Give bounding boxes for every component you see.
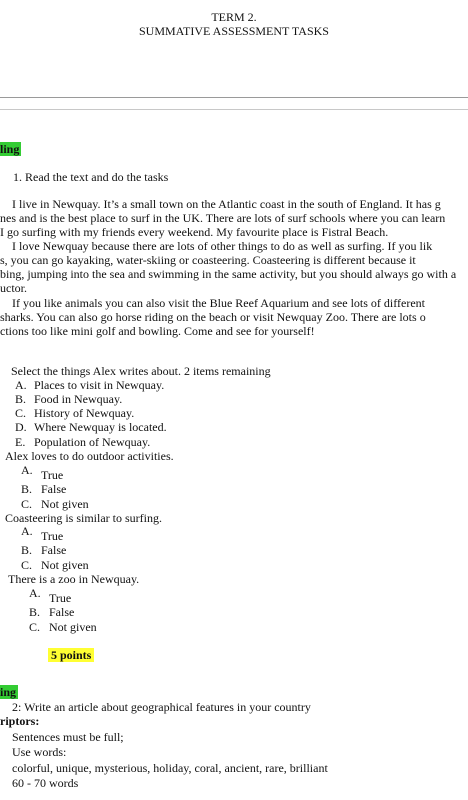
paragraph-line: If you like animals you can also visit the Blue Reef Aquarium and see lots of different (12, 296, 426, 310)
option-letter: B. (29, 605, 41, 619)
option-text[interactable]: False (41, 543, 67, 557)
option-text[interactable]: True (41, 468, 64, 482)
descriptors-heading: riptors: (0, 714, 40, 728)
writing-label-highlight: ing (0, 685, 17, 699)
option-text[interactable]: Not given (41, 558, 89, 572)
option-text[interactable]: Places to visit in Newquay. (34, 378, 165, 392)
option-text[interactable]: True (49, 591, 72, 605)
points-label: 5 points (48, 648, 94, 662)
points-badge (48, 648, 94, 662)
option-letter: B. (21, 482, 33, 496)
reading-task: 1. Read the text and do the tasks (13, 170, 169, 184)
option-letter: B. (15, 392, 27, 406)
reading-label-highlight: ling (0, 142, 20, 156)
paragraph-line: I live in Newquay. It’s a small town on the Atlantic coast in the south of England. It has g (12, 197, 441, 211)
option-letter: C. (29, 620, 41, 634)
writing-task: 2: Write an article about geographical features in your country (12, 700, 311, 714)
question-3-prompt: Coasteering is similar to surfing. (5, 511, 162, 525)
divider-bottom (0, 109, 468, 110)
option-letter: B. (21, 543, 33, 557)
option-text[interactable]: Not given (49, 620, 97, 634)
option-text[interactable]: True (41, 529, 64, 543)
option-letter: A. (21, 524, 33, 538)
option-text[interactable]: Food in Newquay. (34, 392, 123, 406)
paragraph-line: uctor. (0, 281, 27, 295)
option-text[interactable]: False (49, 605, 75, 619)
paragraph-line: nes and is the best place to surf in the UK. There are lots of surf schools where you can learn (0, 211, 446, 225)
paragraph-line: sharks. You can also go horse riding on the beach or visit Newquay Zoo. There are lots o (0, 310, 426, 324)
option-text[interactable]: Population of Newquay. (34, 435, 151, 449)
question-1-prompt: Select the things Alex writes about. 2 items remaining (11, 364, 271, 378)
reading-section-label (0, 142, 21, 156)
option-text[interactable]: Not given (41, 497, 89, 511)
descriptor-item: colorful, unique, mysterious, holiday, coral, ancient, rare, brilliant (12, 761, 328, 775)
option-text[interactable]: False (41, 482, 67, 496)
paragraph-line: s, you can go kayaking, water-skiing or coasteering. Coasteering is different because it (0, 253, 416, 267)
option-text[interactable]: History of Newquay. (34, 406, 135, 420)
page-title: SUMMATIVE ASSESSMENT TASKS (139, 24, 329, 38)
option-letter: D. (15, 420, 27, 434)
question-4-prompt: There is a zoo in Newquay. (8, 572, 140, 586)
option-letter: A. (15, 378, 27, 392)
option-letter: A. (29, 586, 41, 600)
paragraph-line: I love Newquay because there are lots of other things to do as well as surfing. If you lik (12, 239, 433, 253)
option-letter: A. (21, 463, 33, 477)
term-heading: TERM 2. (211, 10, 257, 24)
option-letter: C. (21, 497, 33, 511)
option-letter: C. (21, 558, 33, 572)
paragraph-line: ctions too like mini golf and bowling. Come and see for yourself! (0, 324, 315, 338)
descriptor-item: 60 - 70 words (12, 776, 79, 790)
question-2-prompt: Alex loves to do outdoor activities. (5, 449, 174, 463)
descriptor-item: Use words: (12, 745, 67, 759)
option-letter: E. (15, 435, 26, 449)
writing-section-label (0, 685, 18, 699)
divider-top (0, 97, 468, 98)
option-text[interactable]: Where Newquay is located. (34, 420, 167, 434)
paragraph-line: bing, jumping into the sea and swimming in the same activity, but you should always go with a (0, 267, 457, 281)
descriptor-item: Sentences must be full; (12, 730, 124, 744)
paragraph-line: I go surfing with my friends every weekend. My favourite place is Fistral Beach. (0, 225, 389, 239)
option-letter: C. (15, 406, 27, 420)
